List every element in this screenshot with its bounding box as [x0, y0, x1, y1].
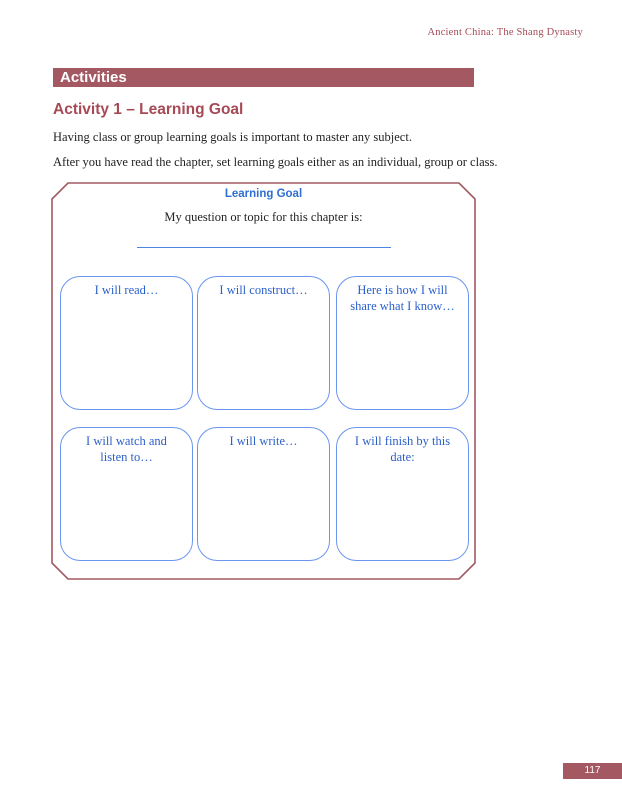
card-will-write[interactable]	[197, 427, 330, 561]
worksheet-title: Learning Goal	[224, 188, 303, 200]
card-share-knowledge[interactable]	[336, 276, 469, 410]
card-label: I will construct…	[219, 283, 308, 297]
worksheet-question: My question or topic for this chapter is:	[164, 210, 363, 224]
card-label: I will finish by this date:	[354, 434, 451, 464]
instructions-paragraph: After you have read the chapter, set learning goals either as an individual, group or class.	[53, 155, 498, 169]
card-finish-date[interactable]	[336, 427, 469, 561]
card-will-construct[interactable]	[197, 276, 330, 410]
card-label: Here is how I will share what I know…	[350, 283, 455, 313]
card-label: I will watch and listen to…	[86, 434, 167, 464]
section-title-bar: Activities	[53, 68, 474, 87]
card-will-read[interactable]	[60, 276, 193, 410]
card-watch-listen[interactable]	[60, 427, 193, 561]
card-label: I will write…	[229, 434, 298, 448]
intro-paragraph: Having class or group learning goals is important to master any subject.	[53, 130, 412, 144]
card-label: I will read…	[94, 283, 159, 297]
activity-heading: Activity 1 – Learning Goal	[53, 101, 244, 118]
answer-line[interactable]	[137, 247, 391, 248]
page-number: 117	[563, 763, 622, 779]
running-head: Ancient China: The Shang Dynasty	[427, 27, 583, 38]
